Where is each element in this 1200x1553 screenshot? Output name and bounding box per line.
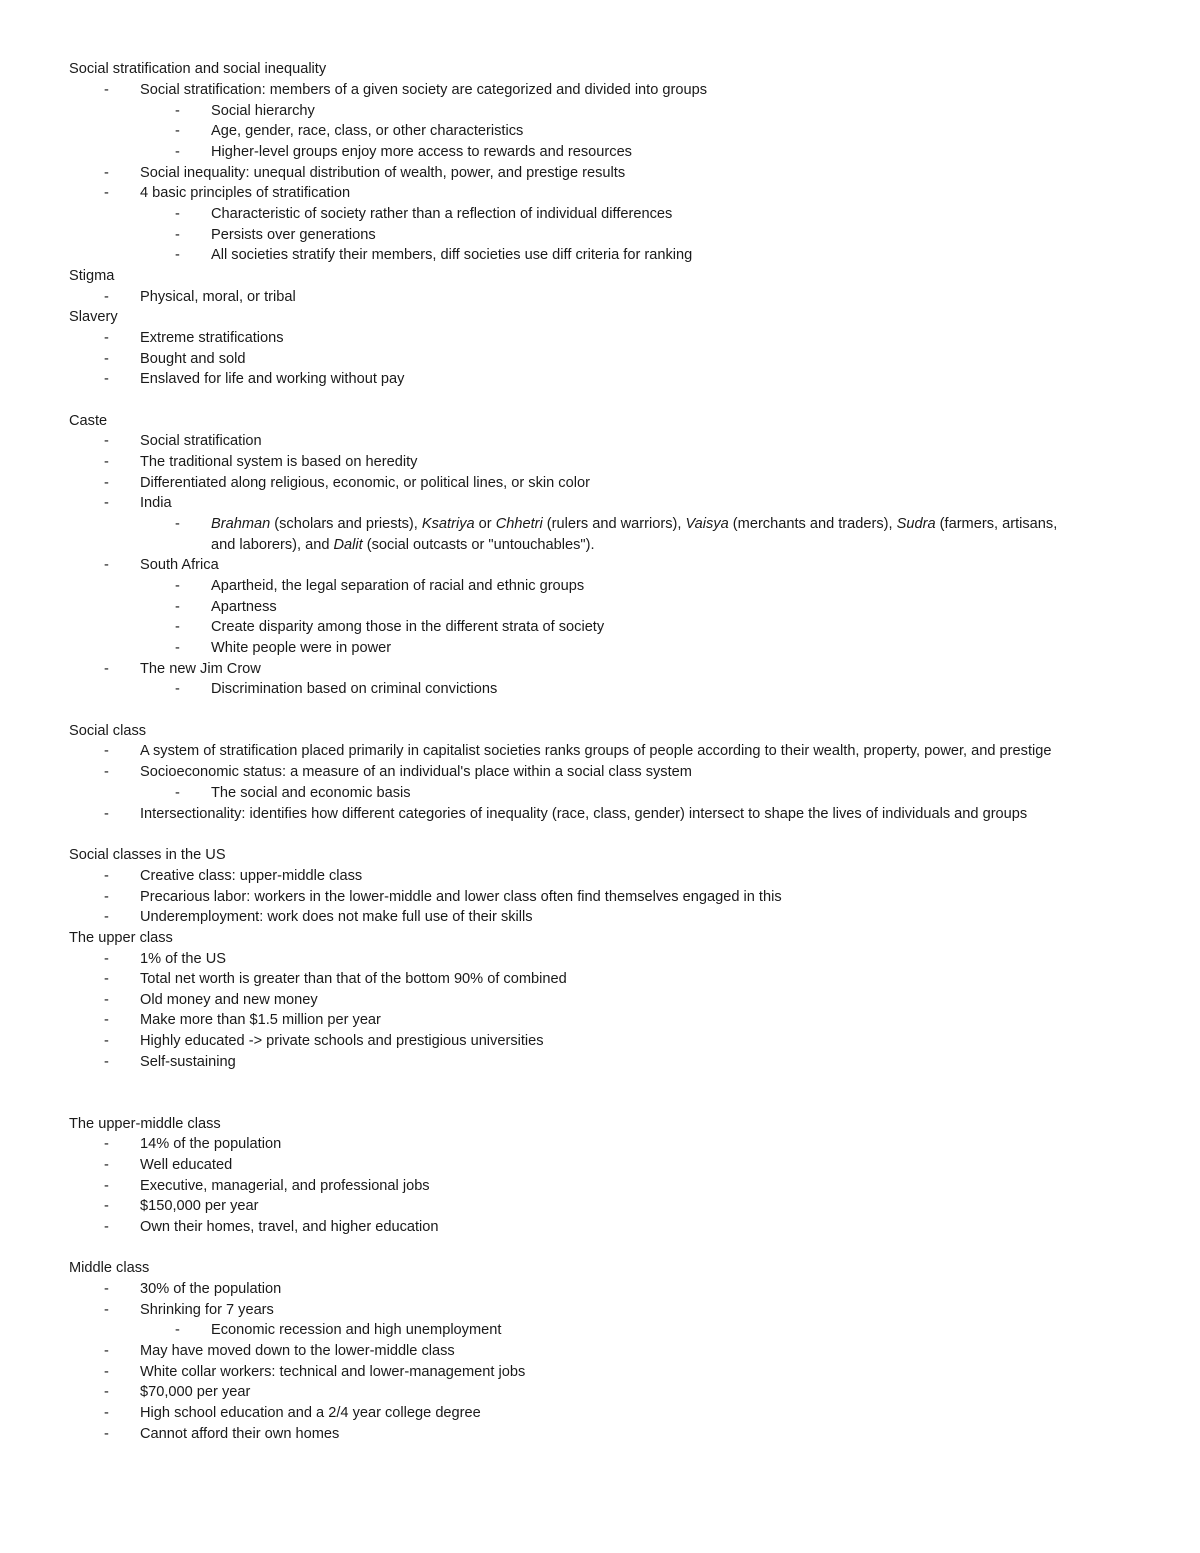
item-own-their-homes-travel-and-higher-educat: Own their homes, travel, and higher education	[140, 1219, 439, 1235]
bullet-dash: -	[104, 1198, 109, 1214]
sub-bullet-item	[0, 514, 1200, 535]
bullet-dash: -	[175, 1322, 180, 1338]
bullet-item	[0, 80, 1200, 101]
bullet-dash: -	[104, 475, 109, 491]
bullet-dash: -	[104, 1343, 109, 1359]
bullet-dash: -	[104, 495, 109, 511]
item-the-traditional-system-is-based-on-hered: The traditional system is based on heredity	[140, 454, 418, 470]
bullet-item	[0, 1300, 1200, 1321]
bullet-item	[0, 555, 1200, 576]
item-the-social-and-economic-basis: The social and economic basis	[211, 785, 411, 801]
item-highly-educated-private-schools-and-pres: Highly educated -> private schools and prestigious universities	[140, 1033, 544, 1049]
bullet-dash: -	[104, 1157, 109, 1173]
heading-slavery: Slavery	[69, 309, 118, 325]
sub-bullet-item	[0, 1320, 1200, 1341]
bullet-item	[0, 887, 1200, 908]
sub-bullet-item	[0, 576, 1200, 597]
bullet-dash: -	[175, 681, 180, 697]
item-creative-class-upper-middle-class: Creative class: upper-middle class	[140, 868, 363, 884]
item-physical-moral-or-tribal: Physical, moral, or tribal	[140, 289, 296, 305]
section-heading	[0, 266, 1200, 287]
bullet-item	[0, 866, 1200, 887]
bullet-item	[0, 1403, 1200, 1424]
bullet-dash: -	[104, 1178, 109, 1194]
bullet-item	[0, 1382, 1200, 1403]
bullet-item	[0, 493, 1200, 514]
bullet-dash: -	[104, 661, 109, 677]
heading-social-class: Social class	[69, 723, 147, 739]
heading-caste: Caste	[69, 413, 108, 429]
caste-india-list	[211, 514, 1057, 535]
bullet-item	[0, 949, 1200, 970]
bullet-dash: -	[104, 1405, 109, 1421]
bullet-item	[0, 369, 1200, 390]
sub-bullet-item	[0, 204, 1200, 225]
bullet-dash: -	[104, 1426, 109, 1442]
section-heading	[0, 1114, 1200, 1135]
section-heading	[0, 411, 1200, 432]
bullet-dash: -	[104, 185, 109, 201]
item-the-new-jim-crow: The new Jim Crow	[140, 661, 261, 677]
item-social-hierarchy: Social hierarchy	[211, 103, 315, 119]
bullet-item	[0, 1217, 1200, 1238]
item-14-of-the-population: 14% of the population	[140, 1136, 282, 1152]
item-intersectionality-identifies-how-differe: Intersectionality: identifies how different categories of inequality (race, class, gender) intersect to shape the lives of individuals and groups	[140, 806, 1028, 822]
item-150-000-per-year: $150,000 per year	[140, 1198, 259, 1214]
item-make-more-than-1-5-million-per-year: Make more than $1.5 million per year	[140, 1012, 381, 1028]
sub-bullet-item	[0, 225, 1200, 246]
item-enslaved-for-life-and-working-without-pa: Enslaved for life and working without pay	[140, 371, 405, 387]
bullet-dash: -	[175, 227, 180, 243]
bullet-dash: -	[104, 330, 109, 346]
bullet-dash: -	[104, 165, 109, 181]
caste-t3: (rulers and warriors),	[542, 516, 686, 532]
sub-bullet-item	[0, 679, 1200, 700]
bullet-dash: -	[175, 619, 180, 635]
bullet-item	[0, 163, 1200, 184]
item-4-basic-principles-of-stratification: 4 basic principles of stratification	[140, 185, 351, 201]
bullet-dash: -	[104, 764, 109, 780]
caste-t7: (social outcasts or "untouchables").	[362, 537, 595, 553]
bullet-dash: -	[175, 144, 180, 160]
item-total-net-worth-is-greater-than-that-of-: Total net worth is greater than that of the bottom 90% of combined	[140, 971, 567, 987]
bullet-dash: -	[104, 1136, 109, 1152]
bullet-item	[0, 431, 1200, 452]
bullet-item	[0, 1362, 1200, 1383]
item-persists-over-generations: Persists over generations	[211, 227, 376, 243]
heading-social-stratification-and-social-inequal: Social stratification and social inequality	[69, 61, 327, 77]
bullet-dash: -	[104, 1384, 109, 1400]
item-well-educated: Well educated	[140, 1157, 233, 1173]
bullet-dash: -	[104, 1033, 109, 1049]
bullet-dash: -	[104, 1012, 109, 1028]
caste-t5: (farmers, artisans,	[935, 516, 1058, 532]
item-apartness: Apartness	[211, 599, 277, 615]
bullet-dash: -	[104, 557, 109, 573]
item-a-system-of-stratification-placed-primar: A system of stratification placed primarily in capitalist societies ranks groups of people according to their wealth, property, power, and prestige	[140, 743, 1052, 759]
item-precarious-labor-workers-in-the-lower-mi: Precarious labor: workers in the lower-middle and lower class often find themselves engaged in this	[140, 889, 782, 905]
item-underemployment-work-does-not-make-full-: Underemployment: work does not make full use of their skills	[140, 909, 533, 925]
section-heading	[0, 1258, 1200, 1279]
bullet-item	[0, 990, 1200, 1011]
caste-sudra: Sudra	[896, 516, 936, 532]
item-extreme-stratifications: Extreme stratifications	[140, 330, 284, 346]
bullet-item	[0, 1196, 1200, 1217]
item-high-school-education-and-a-2-4-year-col: High school education and a 2/4 year college degree	[140, 1405, 481, 1421]
bullet-item	[0, 183, 1200, 204]
bullet-dash: -	[104, 351, 109, 367]
bullet-dash: -	[104, 454, 109, 470]
item-self-sustaining: Self-sustaining	[140, 1054, 236, 1070]
bullet-item	[0, 1424, 1200, 1445]
bullet-dash: -	[104, 909, 109, 925]
bullet-item	[0, 473, 1200, 494]
bullet-item	[0, 907, 1200, 928]
bullet-dash: -	[104, 1364, 109, 1380]
bullet-dash: -	[104, 82, 109, 98]
bullet-dash: -	[104, 1281, 109, 1297]
caste-ksatriya: Ksatriya	[421, 516, 475, 532]
bullet-dash: -	[104, 951, 109, 967]
bullet-dash: -	[175, 785, 180, 801]
bullet-dash: -	[104, 806, 109, 822]
item-social-stratification-members-of-a-given: Social stratification: members of a given society are categorized and divided into groups	[140, 82, 708, 98]
bullet-dash: -	[175, 578, 180, 594]
bullet-dash: -	[104, 971, 109, 987]
heading-middle-class: Middle class	[69, 1260, 150, 1276]
caste-t1: (scholars and priests),	[270, 516, 422, 532]
item-executive-managerial-and-professional-jo: Executive, managerial, and professional jobs	[140, 1178, 430, 1194]
item-south-africa: South Africa	[140, 557, 219, 573]
bullet-item	[0, 349, 1200, 370]
caste-t6: and laborers), and	[211, 537, 334, 553]
bullet-item	[0, 1341, 1200, 1362]
item-social-inequality-unequal-distribution-o: Social inequality: unequal distribution of wealth, power, and prestige results	[140, 165, 626, 181]
caste-brahman: Brahman	[211, 516, 271, 532]
bullet-dash: -	[104, 1054, 109, 1070]
heading-the-upper-class: The upper class	[69, 930, 173, 946]
sub-bullet-item	[0, 101, 1200, 122]
bullet-item	[0, 1134, 1200, 1155]
item-shrinking-for-7-years: Shrinking for 7 years	[140, 1302, 274, 1318]
item-social-stratification: Social stratification	[140, 433, 262, 449]
item-all-societies-stratify-their-members-dif: All societies stratify their members, diff societies use diff criteria for ranking	[211, 247, 693, 263]
item-30-of-the-population: 30% of the population	[140, 1281, 282, 1297]
sub-bullet-item	[0, 245, 1200, 266]
item-create-disparity-among-those-in-the-diff: Create disparity among those in the different strata of society	[211, 619, 605, 635]
bullet-dash: -	[104, 433, 109, 449]
caste-india-list-continued	[211, 535, 595, 556]
heading-stigma: Stigma	[69, 268, 115, 284]
bullet-dash: -	[104, 868, 109, 884]
item-may-have-moved-down-to-the-lower-middle-: May have moved down to the lower-middle class	[140, 1343, 455, 1359]
item-cannot-afford-their-own-homes: Cannot afford their own homes	[140, 1426, 340, 1442]
bullet-item	[0, 1279, 1200, 1300]
caste-dalit: Dalit	[333, 537, 363, 553]
bullet-dash: -	[104, 1302, 109, 1318]
caste-t2: or	[474, 516, 496, 532]
item-1-of-the-us: 1% of the US	[140, 951, 226, 967]
item-white-people-were-in-power: White people were in power	[211, 640, 392, 656]
sub-bullet-item	[0, 638, 1200, 659]
bullet-dash: -	[175, 516, 180, 532]
item-characteristic-of-society-rather-than-a-: Characteristic of society rather than a reflection of individual differences	[211, 206, 673, 222]
bullet-dash: -	[175, 247, 180, 263]
item-70-000-per-year: $70,000 per year	[140, 1384, 251, 1400]
bullet-item	[0, 762, 1200, 783]
item-india: India	[140, 495, 172, 511]
bullet-dash: -	[175, 640, 180, 656]
bullet-dash: -	[104, 371, 109, 387]
sub-bullet-item	[0, 783, 1200, 804]
bullet-item	[0, 1052, 1200, 1073]
bullet-item	[0, 1176, 1200, 1197]
item-apartheid-the-legal-separation-of-racial: Apartheid, the legal separation of racial and ethnic groups	[211, 578, 585, 594]
caste-vaisya: Vaisya	[685, 516, 729, 532]
bullet-item	[0, 287, 1200, 308]
bullet-item	[0, 969, 1200, 990]
bullet-dash: -	[104, 1219, 109, 1235]
item-discrimination-based-on-criminal-convict: Discrimination based on criminal convictions	[211, 681, 498, 697]
bullet-item	[0, 1031, 1200, 1052]
item-socioeconomic-status-a-measure-of-an-ind: Socioeconomic status: a measure of an individual's place within a social class system	[140, 764, 692, 780]
item-old-money-and-new-money: Old money and new money	[140, 992, 318, 1008]
section-heading	[0, 928, 1200, 949]
item-differentiated-along-religious-economic-: Differentiated along religious, economic, or political lines, or skin color	[140, 475, 590, 491]
bullet-dash: -	[175, 123, 180, 139]
sub-bullet-item	[0, 617, 1200, 638]
sub-bullet-item	[0, 597, 1200, 618]
sub-bullet-item	[0, 121, 1200, 142]
bullet-item	[0, 804, 1200, 825]
bullet-item	[0, 741, 1200, 762]
bullet-dash: -	[104, 889, 109, 905]
sub-bullet-continuation	[0, 535, 1200, 556]
item-bought-and-sold: Bought and sold	[140, 351, 246, 367]
heading-social-classes-in-the-us: Social classes in the US	[69, 847, 226, 863]
bullet-dash: -	[104, 992, 109, 1008]
bullet-item	[0, 1010, 1200, 1031]
item-white-collar-workers-technical-and-lower: White collar workers: technical and lower-management jobs	[140, 1364, 526, 1380]
section-heading	[0, 721, 1200, 742]
bullet-item	[0, 659, 1200, 680]
item-economic-recession-and-high-unemployment: Economic recession and high unemployment	[211, 1322, 502, 1338]
bullet-dash: -	[104, 289, 109, 305]
bullet-item	[0, 1155, 1200, 1176]
caste-chhetri: Chhetri	[495, 516, 543, 532]
section-heading	[0, 59, 1200, 80]
bullet-item	[0, 452, 1200, 473]
section-heading	[0, 307, 1200, 328]
item-age-gender-race-class-or-other-character: Age, gender, race, class, or other characteristics	[211, 123, 524, 139]
item-higher-level-groups-enjoy-more-access-to: Higher-level groups enjoy more access to rewards and resources	[211, 144, 632, 160]
caste-t4: (merchants and traders),	[728, 516, 897, 532]
bullet-dash: -	[104, 743, 109, 759]
bullet-dash: -	[175, 206, 180, 222]
sub-bullet-item	[0, 142, 1200, 163]
bullet-dash: -	[175, 599, 180, 615]
bullet-item	[0, 328, 1200, 349]
section-heading	[0, 845, 1200, 866]
bullet-dash: -	[175, 103, 180, 119]
heading-the-upper-middle-class: The upper-middle class	[69, 1116, 221, 1132]
